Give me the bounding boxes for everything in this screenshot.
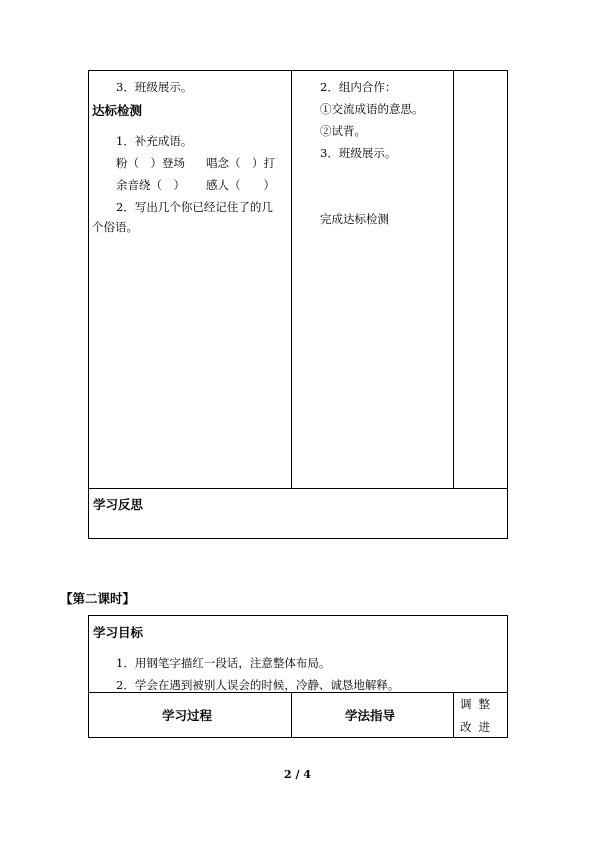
table2-row-divider [88, 692, 508, 693]
reflection-label: 学习反思 [93, 497, 144, 512]
question-2-line-2: 个俗语。 [92, 220, 138, 234]
table1-left-border [88, 70, 89, 539]
mid-item-3: 3．班级展示。 [320, 146, 397, 160]
mid-sub-1: ①交流成语的意思。 [320, 102, 424, 116]
mid-task: 完成达标检测 [320, 212, 389, 226]
header-improve: 改进 [460, 720, 497, 734]
goal-2: 2．学会在遇到被别人误会的时候，冷静、诚恳地解释。 [116, 678, 400, 692]
table1-bottom-border [88, 538, 508, 539]
table1-col-divider-2 [453, 70, 454, 489]
lesson-2-title: 【第二课时】 [60, 591, 136, 606]
question-1: 1．补充成语。 [116, 134, 193, 148]
table2-right-border [507, 615, 508, 738]
idiom-blank-2: 唱念（ ）打 [206, 156, 275, 170]
table1-row-divider [88, 488, 508, 489]
table1-top-border [88, 70, 508, 71]
table2-left-border [88, 615, 89, 738]
table2-top-border [88, 615, 508, 616]
header-learning-process: 学习过程 [162, 708, 213, 723]
section-heading-assessment: 达标检测 [92, 103, 143, 118]
header-adjust: 调整 [460, 697, 497, 711]
idiom-blank-3: 余音绕（ ） [116, 178, 185, 192]
table2-col-divider-2 [453, 692, 454, 738]
table1-col-divider-1 [291, 70, 292, 489]
table1-right-border [507, 70, 508, 539]
goal-1: 1．用钢笔字描红一段话，注意整体布局。 [116, 656, 331, 670]
mid-item-2: 2．组内合作： [320, 80, 397, 94]
question-2-line-1: 2．写出几个你已经记住了的几 [116, 200, 273, 214]
header-method-guidance: 学法指导 [345, 708, 396, 723]
goals-heading: 学习目标 [93, 625, 144, 640]
idiom-blank-4: 感人（ ） [206, 178, 275, 192]
mid-sub-2: ②试背。 [320, 124, 366, 138]
page-number: 2 / 4 [284, 768, 311, 781]
idiom-blank-1: 粉（ ）登场 [116, 156, 185, 170]
left-item-3: 3．班级展示。 [116, 80, 193, 94]
table2-bottom-border [88, 737, 508, 738]
table2-col-divider-1 [291, 692, 292, 738]
